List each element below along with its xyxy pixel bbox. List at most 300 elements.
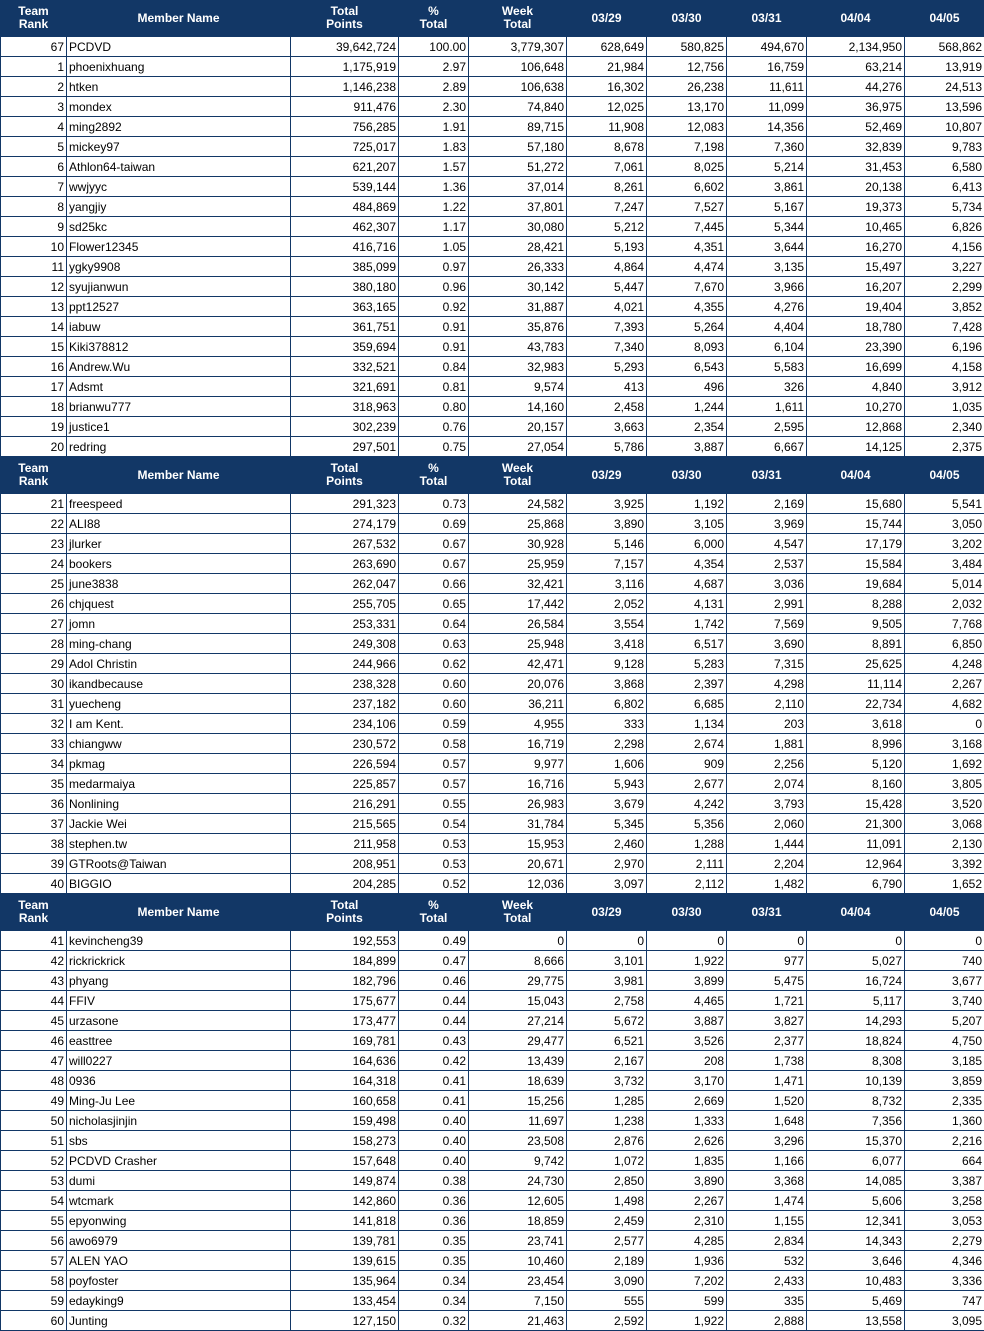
cell-day-04-05: 2,032	[905, 594, 984, 614]
table-row	[1, 357, 984, 377]
cell-day-03-31: 11,611	[727, 77, 807, 97]
cell-total-points: 160,658	[291, 1091, 399, 1111]
cell-total-points: 359,694	[291, 337, 399, 357]
header-label: 03/30	[671, 468, 701, 482]
cell-member-name: sd25kc	[67, 217, 291, 237]
cell-day-03-31: 1,471	[727, 1071, 807, 1091]
table-row	[1, 297, 984, 317]
cell-day-04-05: 0	[905, 931, 984, 951]
cell-day-03-31: 0	[727, 931, 807, 951]
cell-member-name: bookers	[67, 554, 291, 574]
cell-day-04-05: 3,336	[905, 1271, 984, 1291]
table-row	[1, 1071, 984, 1091]
cell-day-04-05: 3,520	[905, 794, 984, 814]
header-day-03-30	[647, 457, 727, 494]
cell-day-03-29: 5,193	[567, 237, 647, 257]
cell-week-total: 28,421	[469, 237, 567, 257]
cell-member-name: mondex	[67, 97, 291, 117]
cell-percent-total: 0.59	[399, 714, 469, 734]
cell-team-rank: 4	[1, 117, 67, 137]
table-row	[1, 317, 984, 337]
cell-week-total: 0	[469, 931, 567, 951]
header-label: Points	[326, 911, 363, 925]
cell-percent-total: 0.57	[399, 774, 469, 794]
cell-day-03-29: 3,679	[567, 794, 647, 814]
header-row	[1, 894, 984, 931]
cell-day-03-29: 8,678	[567, 137, 647, 157]
cell-member-name: 0936	[67, 1071, 291, 1091]
cell-week-total: 29,775	[469, 971, 567, 991]
table-row	[1, 217, 984, 237]
cell-member-name: ALI88	[67, 514, 291, 534]
cell-week-total: 14,160	[469, 397, 567, 417]
cell-percent-total: 0.53	[399, 834, 469, 854]
cell-week-total: 16,716	[469, 774, 567, 794]
cell-day-04-04: 6,790	[807, 874, 905, 894]
cell-day-04-04: 16,699	[807, 357, 905, 377]
cell-day-03-30: 3,887	[647, 437, 727, 457]
cell-day-03-29: 6,802	[567, 694, 647, 714]
cell-day-03-30: 6,602	[647, 177, 727, 197]
cell-day-04-05: 6,826	[905, 217, 984, 237]
cell-team-rank: 33	[1, 734, 67, 754]
cell-day-03-31: 1,520	[727, 1091, 807, 1111]
cell-day-04-04: 11,091	[807, 834, 905, 854]
cell-day-03-30: 3,899	[647, 971, 727, 991]
cell-total-points: 164,318	[291, 1071, 399, 1091]
header-label: Team	[18, 898, 48, 912]
cell-week-total: 23,741	[469, 1231, 567, 1251]
cell-team-rank: 40	[1, 874, 67, 894]
cell-week-total: 9,742	[469, 1151, 567, 1171]
cell-member-name: awo6979	[67, 1231, 291, 1251]
cell-day-03-31: 1,738	[727, 1051, 807, 1071]
cell-week-total: 11,697	[469, 1111, 567, 1131]
cell-day-04-04: 22,734	[807, 694, 905, 714]
cell-team-rank: 57	[1, 1251, 67, 1271]
table-row	[1, 1291, 984, 1311]
cell-day-03-29: 1,498	[567, 1191, 647, 1211]
header-day-04-05	[905, 457, 984, 494]
cell-week-total: 23,508	[469, 1131, 567, 1151]
cell-percent-total: 2.97	[399, 57, 469, 77]
cell-day-03-29: 333	[567, 714, 647, 734]
cell-day-04-04: 7,356	[807, 1111, 905, 1131]
cell-total-points: 142,860	[291, 1191, 399, 1211]
cell-day-03-31: 2,991	[727, 594, 807, 614]
cell-member-name: kevincheng39	[67, 931, 291, 951]
cell-team-rank: 1	[1, 57, 67, 77]
cell-day-04-04: 5,117	[807, 991, 905, 1011]
cell-day-03-31: 1,166	[727, 1151, 807, 1171]
cell-day-03-30: 1,244	[647, 397, 727, 417]
cell-percent-total: 0.97	[399, 257, 469, 277]
table-row	[1, 197, 984, 217]
cell-total-points: 139,615	[291, 1251, 399, 1271]
header-label: Rank	[19, 474, 48, 488]
cell-day-03-31: 5,167	[727, 197, 807, 217]
cell-percent-total: 1.22	[399, 197, 469, 217]
table-row	[1, 377, 984, 397]
cell-day-03-30: 496	[647, 377, 727, 397]
cell-day-04-04: 4,840	[807, 377, 905, 397]
cell-day-03-30: 2,397	[647, 674, 727, 694]
header-label: Rank	[19, 17, 48, 31]
cell-member-name: Nonlining	[67, 794, 291, 814]
cell-day-03-30: 13,170	[647, 97, 727, 117]
cell-team-rank: 50	[1, 1111, 67, 1131]
cell-week-total: 30,080	[469, 217, 567, 237]
cell-day-04-05: 4,248	[905, 654, 984, 674]
cell-member-name: PCDVD Crasher	[67, 1151, 291, 1171]
cell-week-total: 27,054	[469, 437, 567, 457]
cell-team-rank: 32	[1, 714, 67, 734]
header-member-name	[67, 457, 291, 494]
cell-day-03-30: 909	[647, 754, 727, 774]
table-row	[1, 854, 984, 874]
cell-day-03-29: 2,052	[567, 594, 647, 614]
cell-day-03-30: 0	[647, 931, 727, 951]
cell-day-03-31: 2,888	[727, 1311, 807, 1331]
cell-day-03-31: 3,827	[727, 1011, 807, 1031]
cell-day-03-29: 4,864	[567, 257, 647, 277]
cell-day-04-05: 3,392	[905, 854, 984, 874]
cell-team-rank: 14	[1, 317, 67, 337]
cell-day-03-29: 5,943	[567, 774, 647, 794]
cell-percent-total: 0.75	[399, 437, 469, 457]
cell-day-04-04: 16,270	[807, 237, 905, 257]
header-day-03-29	[567, 0, 647, 37]
cell-day-03-29: 5,672	[567, 1011, 647, 1031]
header-label: 03/31	[751, 905, 781, 919]
cell-week-total: 15,043	[469, 991, 567, 1011]
cell-day-03-30: 1,742	[647, 614, 727, 634]
header-label: Total	[504, 17, 532, 31]
cell-week-total: 20,671	[469, 854, 567, 874]
cell-day-03-29: 3,732	[567, 1071, 647, 1091]
cell-total-points: 416,716	[291, 237, 399, 257]
cell-percent-total: 0.55	[399, 794, 469, 814]
cell-day-04-05: 5,207	[905, 1011, 984, 1031]
cell-day-04-05: 1,360	[905, 1111, 984, 1131]
cell-day-04-05: 3,912	[905, 377, 984, 397]
table-row	[1, 1131, 984, 1151]
cell-week-total: 106,638	[469, 77, 567, 97]
cell-day-04-05: 2,279	[905, 1231, 984, 1251]
cell-week-total: 7,150	[469, 1291, 567, 1311]
table-row	[1, 277, 984, 297]
header-label: 04/04	[840, 468, 870, 482]
cell-total-points: 539,144	[291, 177, 399, 197]
cell-day-04-04: 3,646	[807, 1251, 905, 1271]
cell-day-04-04: 14,343	[807, 1231, 905, 1251]
cell-day-03-31: 1,482	[727, 874, 807, 894]
cell-day-03-31: 1,881	[727, 734, 807, 754]
cell-total-points: 39,642,724	[291, 37, 399, 57]
cell-day-03-31: 7,360	[727, 137, 807, 157]
cell-day-03-29: 5,212	[567, 217, 647, 237]
cell-day-03-31: 2,169	[727, 494, 807, 514]
cell-day-03-30: 1,922	[647, 1311, 727, 1331]
cell-member-name: Kiki378812	[67, 337, 291, 357]
header-percent-total	[399, 0, 469, 37]
cell-day-03-30: 1,835	[647, 1151, 727, 1171]
cell-team-rank: 38	[1, 834, 67, 854]
header-label: 04/05	[929, 468, 959, 482]
cell-day-03-31: 3,135	[727, 257, 807, 277]
cell-day-03-29: 3,868	[567, 674, 647, 694]
cell-day-04-05: 4,158	[905, 357, 984, 377]
cell-member-name: brianwu777	[67, 397, 291, 417]
cell-day-03-30: 12,756	[647, 57, 727, 77]
cell-member-name: medarmaiya	[67, 774, 291, 794]
cell-week-total: 31,784	[469, 814, 567, 834]
cell-week-total: 26,983	[469, 794, 567, 814]
cell-day-03-31: 3,368	[727, 1171, 807, 1191]
cell-day-03-31: 2,074	[727, 774, 807, 794]
cell-team-rank: 29	[1, 654, 67, 674]
cell-day-03-30: 2,626	[647, 1131, 727, 1151]
cell-total-points: 184,899	[291, 951, 399, 971]
cell-day-04-04: 14,085	[807, 1171, 905, 1191]
cell-day-04-04: 12,868	[807, 417, 905, 437]
cell-day-04-04: 15,680	[807, 494, 905, 514]
cell-day-03-30: 4,474	[647, 257, 727, 277]
cell-percent-total: 0.96	[399, 277, 469, 297]
cell-day-04-04: 15,428	[807, 794, 905, 814]
cell-total-points: 911,476	[291, 97, 399, 117]
cell-day-03-30: 4,687	[647, 574, 727, 594]
cell-member-name: ppt12527	[67, 297, 291, 317]
header-row	[1, 0, 984, 37]
cell-day-03-31: 3,861	[727, 177, 807, 197]
cell-week-total: 43,783	[469, 337, 567, 357]
cell-day-04-05: 3,852	[905, 297, 984, 317]
cell-week-total: 106,648	[469, 57, 567, 77]
cell-day-03-31: 4,298	[727, 674, 807, 694]
table-row	[1, 834, 984, 854]
cell-total-points: 385,099	[291, 257, 399, 277]
cell-day-03-30: 3,526	[647, 1031, 727, 1051]
cell-total-points: 725,017	[291, 137, 399, 157]
cell-day-03-30: 4,355	[647, 297, 727, 317]
header-label: Total	[331, 898, 359, 912]
table-row	[1, 37, 984, 57]
cell-day-04-05: 664	[905, 1151, 984, 1171]
cell-day-03-29: 628,649	[567, 37, 647, 57]
cell-team-rank: 18	[1, 397, 67, 417]
cell-day-03-31: 14,356	[727, 117, 807, 137]
cell-day-03-31: 2,256	[727, 754, 807, 774]
table-row	[1, 574, 984, 594]
header-label: Total	[331, 461, 359, 475]
header-team-rank	[1, 894, 67, 931]
cell-day-03-29: 1,285	[567, 1091, 647, 1111]
cell-day-04-05: 3,202	[905, 534, 984, 554]
cell-member-name: dumi	[67, 1171, 291, 1191]
cell-member-name: Junting	[67, 1311, 291, 1331]
cell-percent-total: 0.36	[399, 1211, 469, 1231]
header-day-03-31	[727, 894, 807, 931]
cell-day-03-30: 2,112	[647, 874, 727, 894]
cell-team-rank: 19	[1, 417, 67, 437]
cell-day-03-31: 1,721	[727, 991, 807, 1011]
cell-team-rank: 20	[1, 437, 67, 457]
cell-member-name: sbs	[67, 1131, 291, 1151]
cell-week-total: 8,666	[469, 951, 567, 971]
cell-percent-total: 0.43	[399, 1031, 469, 1051]
header-label: 03/30	[671, 905, 701, 919]
cell-day-03-30: 6,543	[647, 357, 727, 377]
cell-team-rank: 25	[1, 574, 67, 594]
cell-day-03-30: 4,351	[647, 237, 727, 257]
table-row	[1, 634, 984, 654]
header-day-04-05	[905, 0, 984, 37]
cell-percent-total: 100.00	[399, 37, 469, 57]
header-label: Total	[504, 911, 532, 925]
cell-member-name: iabuw	[67, 317, 291, 337]
cell-day-04-05: 5,541	[905, 494, 984, 514]
cell-week-total: 20,157	[469, 417, 567, 437]
cell-team-rank: 43	[1, 971, 67, 991]
cell-day-03-31: 6,667	[727, 437, 807, 457]
cell-day-03-30: 1,936	[647, 1251, 727, 1271]
cell-day-03-29: 3,090	[567, 1271, 647, 1291]
cell-day-03-30: 4,242	[647, 794, 727, 814]
cell-team-rank: 31	[1, 694, 67, 714]
cell-day-03-29: 16,302	[567, 77, 647, 97]
cell-total-points: 208,951	[291, 854, 399, 874]
cell-total-points: 192,553	[291, 931, 399, 951]
cell-member-name: justice1	[67, 417, 291, 437]
header-label: Points	[326, 474, 363, 488]
cell-day-03-29: 5,293	[567, 357, 647, 377]
cell-week-total: 15,256	[469, 1091, 567, 1111]
table-row	[1, 1011, 984, 1031]
cell-day-04-05: 747	[905, 1291, 984, 1311]
cell-day-03-29: 2,298	[567, 734, 647, 754]
cell-day-03-29: 2,459	[567, 1211, 647, 1231]
cell-total-points: 318,963	[291, 397, 399, 417]
cell-day-04-05: 740	[905, 951, 984, 971]
header-day-04-04	[807, 457, 905, 494]
cell-day-03-30: 3,887	[647, 1011, 727, 1031]
cell-week-total: 9,977	[469, 754, 567, 774]
cell-day-03-30: 1,333	[647, 1111, 727, 1131]
cell-day-03-29: 8,261	[567, 177, 647, 197]
cell-percent-total: 0.44	[399, 1011, 469, 1031]
cell-day-03-29: 7,157	[567, 554, 647, 574]
header-total-points	[291, 0, 399, 37]
cell-day-03-31: 1,444	[727, 834, 807, 854]
cell-percent-total: 0.41	[399, 1091, 469, 1111]
cell-day-04-05: 3,068	[905, 814, 984, 834]
cell-day-03-29: 7,340	[567, 337, 647, 357]
cell-member-name: wwjyyc	[67, 177, 291, 197]
cell-day-04-04: 5,120	[807, 754, 905, 774]
cell-day-03-30: 580,825	[647, 37, 727, 57]
cell-day-04-04: 14,125	[807, 437, 905, 457]
cell-week-total: 15,953	[469, 834, 567, 854]
cell-day-04-04: 9,505	[807, 614, 905, 634]
cell-day-03-31: 3,969	[727, 514, 807, 534]
cell-day-04-04: 8,308	[807, 1051, 905, 1071]
cell-week-total: 57,180	[469, 137, 567, 157]
cell-day-03-29: 5,447	[567, 277, 647, 297]
cell-percent-total: 1.17	[399, 217, 469, 237]
table-row	[1, 654, 984, 674]
cell-member-name: jomn	[67, 614, 291, 634]
cell-percent-total: 0.66	[399, 574, 469, 594]
cell-team-rank: 21	[1, 494, 67, 514]
cell-day-03-29: 413	[567, 377, 647, 397]
cell-day-03-30: 1,288	[647, 834, 727, 854]
cell-day-04-05: 1,652	[905, 874, 984, 894]
cell-day-04-04: 14,293	[807, 1011, 905, 1031]
cell-week-total: 89,715	[469, 117, 567, 137]
cell-day-04-04: 8,996	[807, 734, 905, 754]
cell-week-total: 17,442	[469, 594, 567, 614]
table-row	[1, 874, 984, 894]
cell-day-03-29: 21,984	[567, 57, 647, 77]
cell-total-points: 173,477	[291, 1011, 399, 1031]
cell-member-name: chiangww	[67, 734, 291, 754]
cell-total-points: 380,180	[291, 277, 399, 297]
cell-team-rank: 52	[1, 1151, 67, 1171]
cell-total-points: 332,521	[291, 357, 399, 377]
cell-day-04-05: 3,095	[905, 1311, 984, 1331]
cell-day-04-05: 6,850	[905, 634, 984, 654]
cell-day-04-04: 25,625	[807, 654, 905, 674]
cell-member-name: yuecheng	[67, 694, 291, 714]
cell-total-points: 361,751	[291, 317, 399, 337]
cell-day-04-04: 17,179	[807, 534, 905, 554]
cell-member-name: Jackie Wei	[67, 814, 291, 834]
table-row	[1, 117, 984, 137]
table-row	[1, 417, 984, 437]
cell-total-points: 139,781	[291, 1231, 399, 1251]
cell-member-name: rickrickrick	[67, 951, 291, 971]
cell-day-03-30: 2,267	[647, 1191, 727, 1211]
header-day-03-29	[567, 457, 647, 494]
header-label: 04/05	[929, 905, 959, 919]
cell-member-name: phoenixhuang	[67, 57, 291, 77]
cell-team-rank: 9	[1, 217, 67, 237]
cell-team-rank: 13	[1, 297, 67, 317]
cell-member-name: syujianwun	[67, 277, 291, 297]
cell-day-04-05: 3,258	[905, 1191, 984, 1211]
cell-team-rank: 49	[1, 1091, 67, 1111]
cell-member-name: ikandbecause	[67, 674, 291, 694]
cell-percent-total: 0.84	[399, 357, 469, 377]
cell-team-rank: 56	[1, 1231, 67, 1251]
header-total-points	[291, 457, 399, 494]
cell-percent-total: 0.91	[399, 317, 469, 337]
cell-week-total: 18,859	[469, 1211, 567, 1231]
header-label: 03/31	[751, 11, 781, 25]
cell-team-rank: 39	[1, 854, 67, 874]
cell-team-rank: 67	[1, 37, 67, 57]
header-day-03-30	[647, 894, 727, 931]
cell-day-03-31: 2,060	[727, 814, 807, 834]
cell-day-03-29: 3,418	[567, 634, 647, 654]
cell-week-total: 16,719	[469, 734, 567, 754]
cell-week-total: 36,211	[469, 694, 567, 714]
cell-day-03-30: 26,238	[647, 77, 727, 97]
table-row	[1, 1231, 984, 1251]
table-row	[1, 514, 984, 534]
cell-week-total: 25,959	[469, 554, 567, 574]
